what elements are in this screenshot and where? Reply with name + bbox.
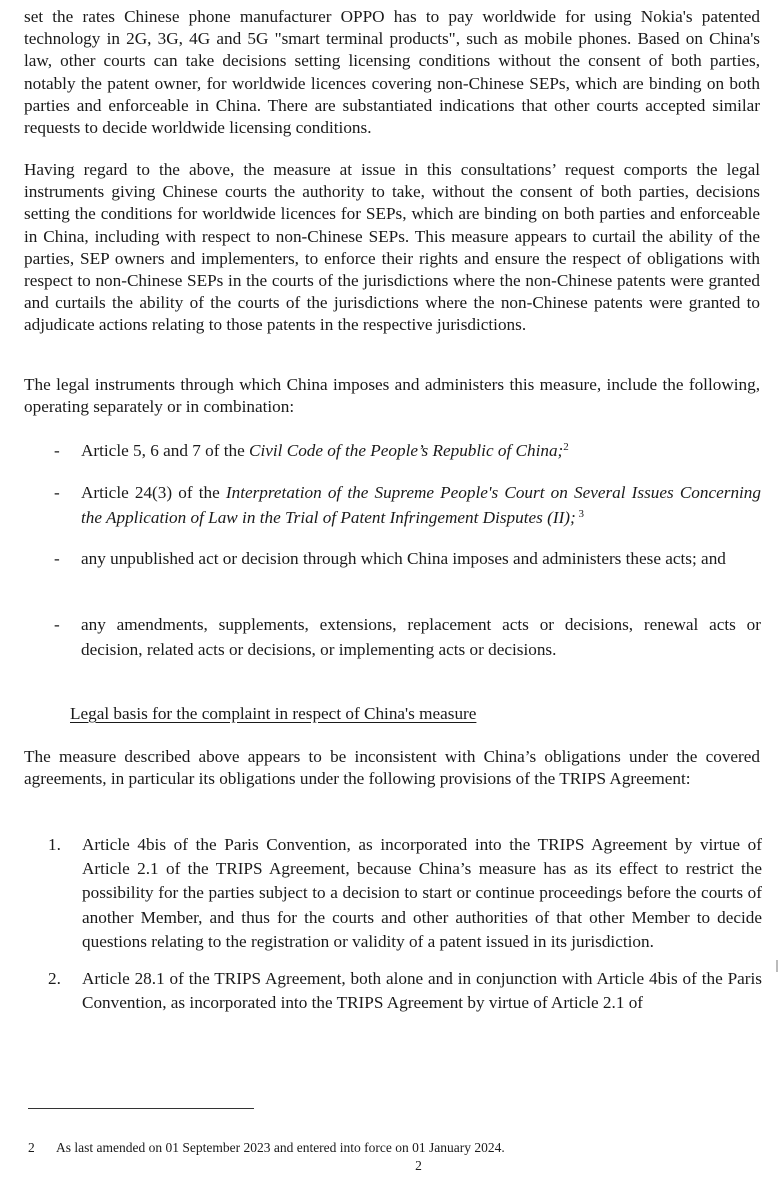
bullet-text: any amendments, supplements, extensions, replacement acts or decisions, renewal acts or decision, related acts or decisions, or implementing acts or decisions. [81, 615, 761, 659]
item-number: 1. [48, 835, 61, 854]
scan-edge-mark [776, 960, 778, 972]
footnote [28, 1140, 505, 1156]
section-heading-legal-basis: Legal basis for the complaint in respect of China's measure [70, 704, 477, 723]
bullet-dash: - [54, 615, 60, 634]
bullet-prefix: Article 5, 6 and 7 of the [81, 441, 250, 460]
paragraph-legal-instruments: The legal instruments through which China imposes and administers this measure, include the following, operating separately or in combination: [24, 375, 760, 417]
bullet-dash: - [54, 441, 60, 460]
footnote-number: 2 [28, 1140, 35, 1155]
bullet-text: any unpublished act or decision through which China imposes and administers these acts; and [81, 549, 726, 568]
paragraph-oppo-nokia: set the rates Chinese phone manufacturer OPPO has to pay worldwide for using Nokia's patented technology in 2G, 3G, 4G and 5G "smart terminal products", such as mobile phones. Based on China's law, other courts can take decisions setting licensing conditions without the consent of both parties, notably the patent owner, for worldwide licences covering non-Chinese SEPs, which are binding on both parties and enforceable in China. There are substantiated indications that other courts accepted similar requests to decide worldwide licensing conditions. [24, 7, 760, 138]
bullet-dash: - [54, 549, 60, 568]
footnote-separator [28, 1108, 254, 1109]
item-number: 2. [48, 969, 61, 988]
bullet-text [81, 481, 761, 530]
paragraph-measure-at-issue: Having regard to the above, the measure at issue in this consultations’ request comports the legal instruments giving Chinese courts the authority to take, without the consent of both parties, decisions setting the conditions for worldwide licences for SEPs, which are binding on both parties and enforceable in China, including with respect to non-Chinese SEPs. This measure appears to curtail the ability of the parties, SEP owners and implementers, to enforce their rights and ensure the respect of obligations with respect to non-Chinese SEPs in the courts of the jurisdictions where the non-Chinese patents were granted and curtails the ability of the courts of the jurisdictions where the non-Chinese patents were granted to adjudicate actions relating to those patents in the respective jurisdictions. [24, 160, 760, 335]
paragraph-inconsistency: The measure described above appears to be inconsistent with China’s obligations under the covered agreements, in particular its obligations under the following provisions of the TRIPS Agreement: [24, 747, 760, 789]
bullet-text [81, 439, 761, 464]
bullet-prefix: Article 24(3) of the [81, 483, 226, 502]
page-number: 2 [415, 1158, 422, 1173]
item-text: Article 4bis of the Paris Convention, as incorporated into the TRIPS Agreement by virtue of Article 2.1 of the TRIPS Agreement, because China’s measure has as its effect to restrict the possibility for the parties subject to a decision to start or continue proceedings before the courts of another Member, and thus for the courts and other authorities of that other Member to decide questions relating to the registration or validity of a patent issued in its jurisdiction. [82, 835, 762, 951]
footnote-ref[interactable]: 2 [563, 441, 569, 453]
item-text: Article 28.1 of the TRIPS Agreement, both alone and in conjunction with Article 4bis of the Paris Convention, as incorporated into the TRIPS Agreement by virtue of Article 2.1 of [82, 969, 762, 1013]
footnote-text: As last amended on 01 September 2023 and entered into force on 01 January 2024. [56, 1140, 505, 1155]
bullet-dash: - [54, 483, 60, 502]
bullet-italic-title: Interpretation of the Supreme People's Court on Several Issues Concerning the Application of Law in the Trial of Patent Infringement Disputes (II); [81, 483, 761, 527]
footnote-ref[interactable]: 3 [575, 507, 584, 520]
bullet-italic-title: Civil Code of the People’s Republic of China; [249, 441, 564, 460]
